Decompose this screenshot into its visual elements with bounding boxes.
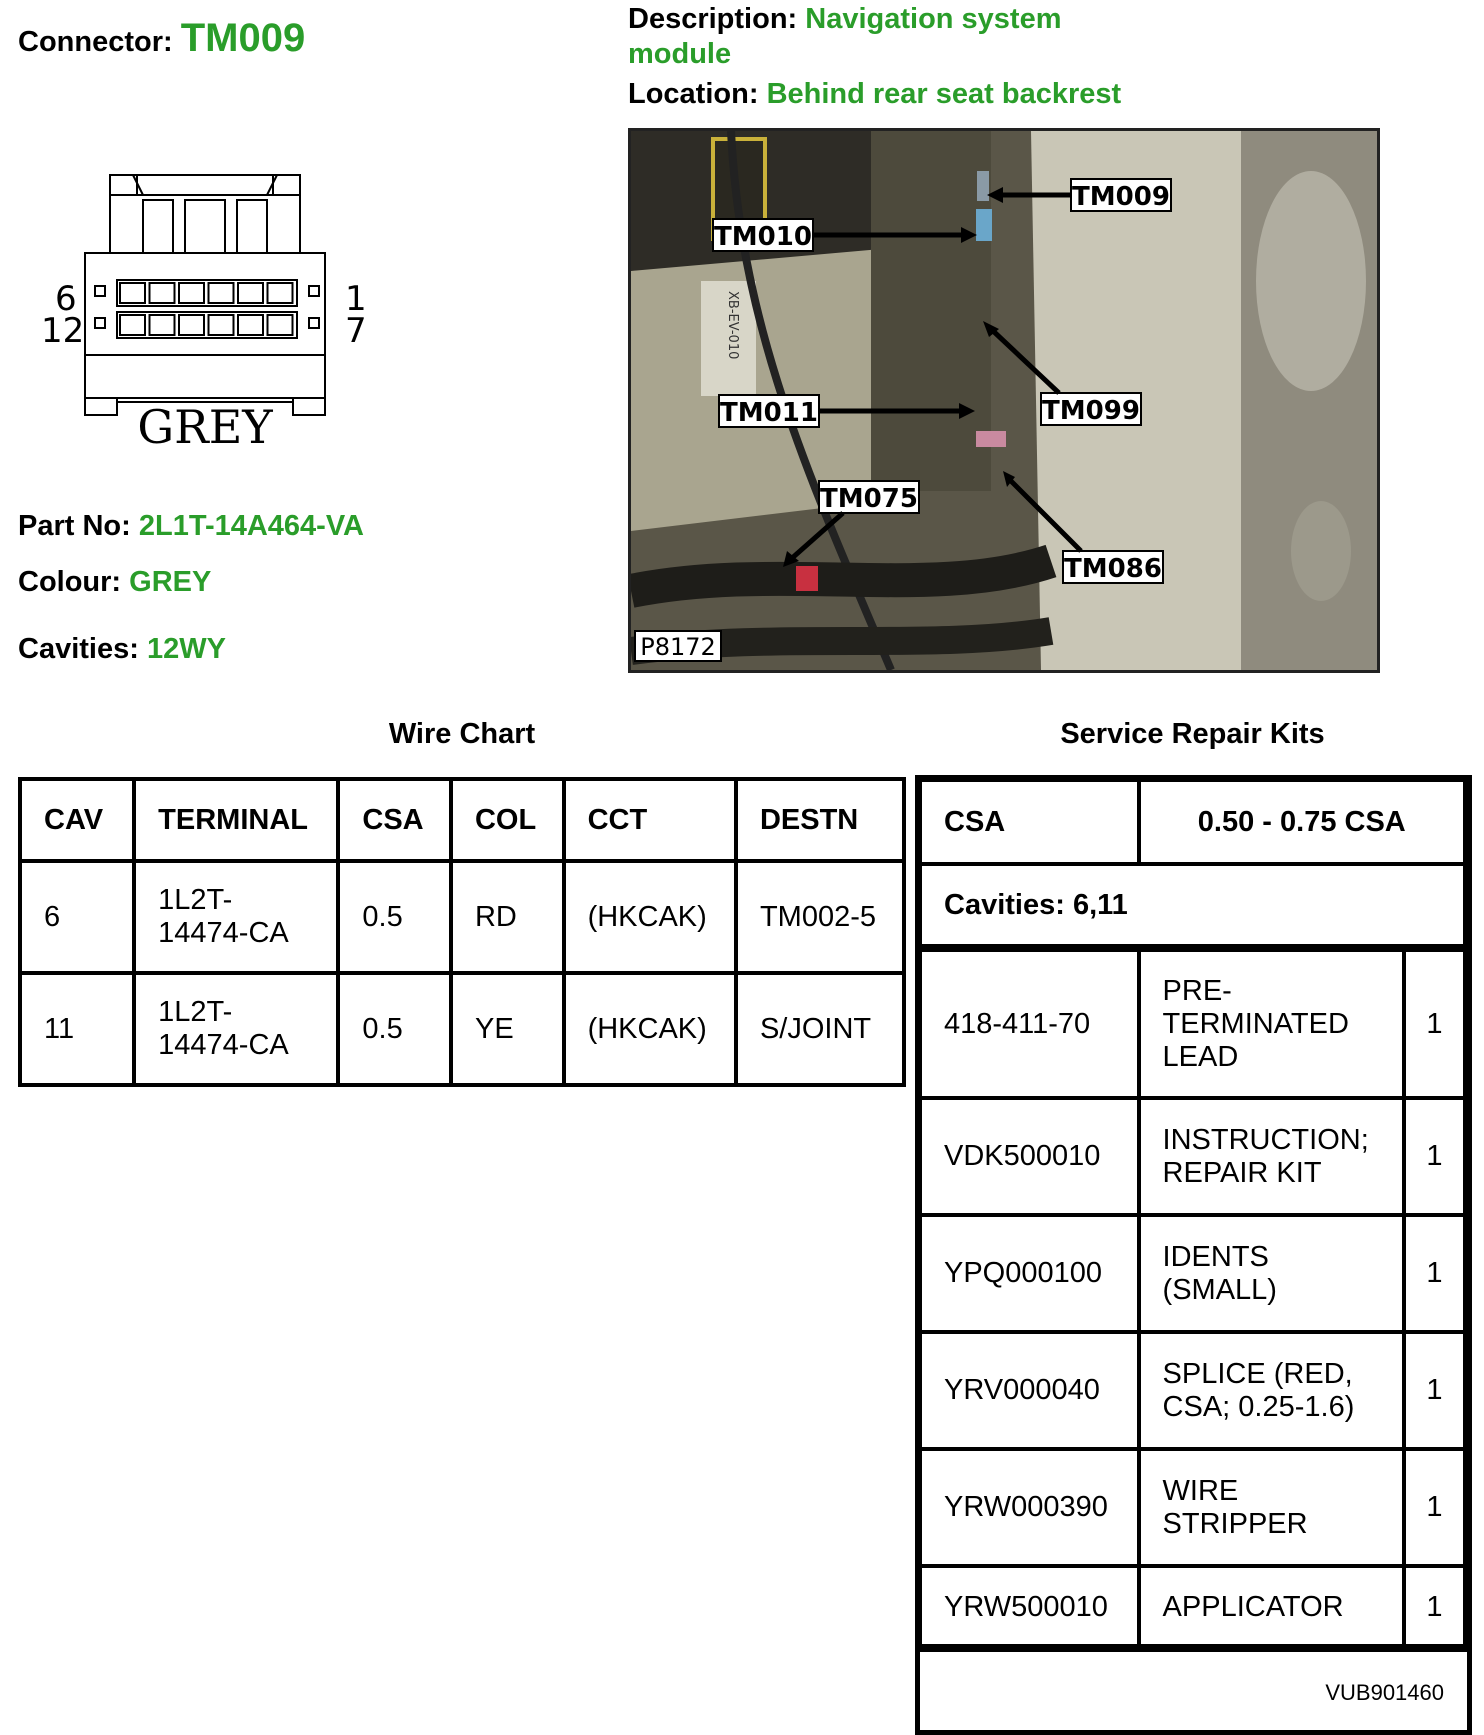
kit-quantity: 1 <box>1404 1449 1465 1566</box>
wire-chart-header-row <box>20 779 904 861</box>
connector-face-drawing <box>25 160 385 460</box>
kit-description: PRE-TERMINATED LEAD <box>1139 948 1404 1098</box>
cavity-cell <box>120 283 145 303</box>
cavities-label: Cavities: <box>18 633 139 665</box>
connector-heading <box>18 16 305 61</box>
table-row <box>20 861 904 973</box>
kit-part-number: 418-411-70 <box>920 948 1139 1098</box>
drawing-colour-text: GREY <box>137 400 273 454</box>
kit-quantity: 1 <box>1404 1566 1465 1648</box>
location-value: Behind rear seat backrest <box>766 78 1122 110</box>
kits-header-row <box>920 780 1465 864</box>
kit-part-number: YRW000390 <box>920 1449 1139 1566</box>
callout-tm086: TM086 <box>1064 554 1162 584</box>
wire-cell-destn: TM002-5 <box>736 861 904 973</box>
cavities-value: 12WY <box>146 633 226 665</box>
kits-header-value: 0.50 - 0.75 CSA <box>1139 780 1465 864</box>
part-number-label: Part No: <box>18 510 131 542</box>
kit-quantity: 1 <box>1404 1215 1465 1332</box>
wire-cell-col: YE <box>451 973 564 1085</box>
description-heading <box>628 2 1148 72</box>
pin-label-6: 6 <box>55 279 77 319</box>
wire-header-destn: DESTN <box>736 779 904 861</box>
photo-sticker-text: XB-EV-010 <box>725 291 740 360</box>
callout-tm011: TM011 <box>720 398 818 428</box>
colour-label: Colour: <box>18 566 122 598</box>
cavity-cell <box>209 283 234 303</box>
cavity-cell <box>179 315 204 335</box>
description-value: Navigation system module <box>628 3 1062 70</box>
kit-part-number: YPQ000100 <box>920 1215 1139 1332</box>
wire-cell-terminal: 1L2T-14474-CA <box>134 861 338 973</box>
wire-chart-title: Wire Chart <box>388 718 536 750</box>
kits-header-label: CSA <box>920 780 1139 864</box>
part-number-value: 2L1T-14A464-VA <box>138 510 364 542</box>
cavity-cell <box>120 315 145 335</box>
kits-cavities-line: Cavities: 6,11 <box>920 864 1465 948</box>
connector-id: TM009 <box>180 16 306 60</box>
colour-value: GREY <box>129 566 212 598</box>
table-row <box>920 1098 1465 1215</box>
wire-header-col: COL <box>451 779 564 861</box>
table-row <box>920 1215 1465 1332</box>
kit-description: INSTRUCTION; REPAIR KIT <box>1139 1098 1404 1215</box>
wire-header-csa: CSA <box>338 779 451 861</box>
table-row <box>920 948 1465 1098</box>
wire-cell-cav: 11 <box>20 973 134 1085</box>
kit-quantity: 1 <box>1404 1098 1465 1215</box>
kits-cavities-row <box>920 864 1465 948</box>
kit-description: APPLICATOR <box>1139 1566 1404 1648</box>
repair-kits-title: Service Repair Kits <box>1060 718 1325 750</box>
callout-tm010: TM010 <box>714 222 812 252</box>
cavity-cell <box>150 315 175 335</box>
connector-label: Connector: <box>18 26 173 58</box>
kit-description: WIRE STRIPPER <box>1139 1449 1404 1566</box>
repair-kits-table <box>918 778 1467 1650</box>
wire-cell-cav: 6 <box>20 861 134 973</box>
callout-tm075: TM075 <box>820 484 918 514</box>
cavity-cell <box>179 283 204 303</box>
location-label: Location: <box>628 78 759 110</box>
colour-line <box>18 566 211 599</box>
pin-label-1: 1 <box>345 279 367 319</box>
wire-cell-cct: (HKCAK) <box>564 973 736 1085</box>
table-row <box>20 973 904 1085</box>
wire-cell-csa: 0.5 <box>338 973 451 1085</box>
location-heading <box>628 78 1121 111</box>
wire-cell-terminal: 1L2T-14474-CA <box>134 973 338 1085</box>
cavity-cell <box>150 283 175 303</box>
kit-quantity: 1 <box>1404 1332 1465 1449</box>
cavities-line <box>18 633 226 666</box>
kit-part-number: VDK500010 <box>920 1098 1139 1215</box>
wire-cell-csa: 0.5 <box>338 861 451 973</box>
kit-part-number: YRW500010 <box>920 1566 1139 1648</box>
document-reference: VUB901460 <box>1325 1680 1444 1705</box>
callout-tm099: TM099 <box>1042 396 1140 426</box>
wire-cell-cct: (HKCAK) <box>564 861 736 973</box>
kit-part-number: YRV000040 <box>920 1332 1139 1449</box>
kit-quantity: 1 <box>1404 948 1465 1098</box>
wire-header-terminal: TERMINAL <box>134 779 338 861</box>
cavity-cell <box>238 315 263 335</box>
table-row <box>920 1566 1465 1648</box>
table-row <box>920 1332 1465 1449</box>
wire-cell-destn: S/JOINT <box>736 973 904 1085</box>
kit-description: IDENTS (SMALL) <box>1139 1215 1404 1332</box>
cavity-cell <box>268 315 293 335</box>
callout-tm009: TM009 <box>1072 182 1170 212</box>
kit-description: SPLICE (RED, CSA; 0.25-1.6) <box>1139 1332 1404 1449</box>
wire-header-cav: CAV <box>20 779 134 861</box>
wire-cell-col: RD <box>451 861 564 973</box>
kits-divider <box>918 1644 1467 1652</box>
cavity-cell <box>238 283 263 303</box>
description-label: Description: <box>628 3 798 35</box>
pin-label-12: 12 <box>41 311 85 351</box>
wire-chart-table <box>18 777 906 1087</box>
location-photo <box>628 128 1380 673</box>
pin-label-7: 7 <box>345 311 367 351</box>
part-number-line <box>18 510 364 543</box>
cavity-cell <box>209 315 234 335</box>
table-row <box>920 1449 1465 1566</box>
photo-code: P8172 <box>640 633 716 661</box>
wire-header-cct: CCT <box>564 779 736 861</box>
cavity-cell <box>268 283 293 303</box>
